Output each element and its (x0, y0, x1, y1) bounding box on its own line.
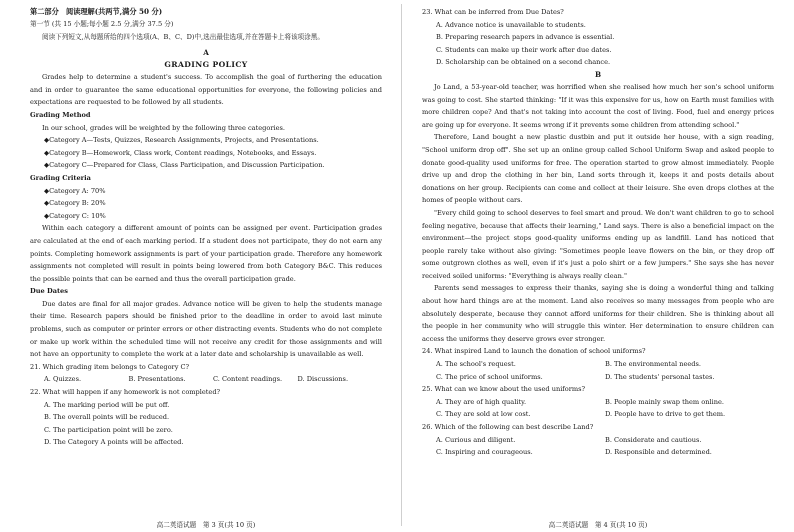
option[interactable]: A. Advance notice is unavailable to students. (436, 20, 586, 29)
option[interactable]: C. Content readings. (213, 375, 283, 384)
question-23: 23. What can be inferred from Due Dates? (422, 8, 564, 16)
option[interactable]: B. People mainly swap them online. (605, 397, 724, 406)
option[interactable]: D. People have to drive to get them. (605, 410, 726, 419)
due-dates-heading: Due Dates (30, 287, 68, 296)
option[interactable]: A. They are of high quality. (436, 397, 527, 406)
option[interactable]: A. Curious and diligent. (436, 435, 516, 444)
grading-method-heading: Grading Method (30, 110, 91, 119)
instructions: 阅读下列短文,从每题所给的四个选项(A、B、C、D)中,选出最佳选项,并在答题卡上将该项涂黑。 (42, 32, 324, 41)
option[interactable]: B. The overall points will be reduced. (44, 413, 170, 422)
passage-b-paragraph-2: Therefore, Land bought a new plastic dustbin and put it outside her house, with a sign reading, "School uniform drop off". She set up an online group called School Uniform Swap and asked people to donate good-quality used uniforms for free. The operation started to grow almost immediately. People drive up and drop the clothing in her bin, Land sorts through it, keeps it and posts details about donations on her group. Recipients can come and collect at their leisure. She even drops clothes at the homes of people without cars. (422, 133, 774, 205)
passage-a-intro: Grades help to determine a student's success. To accomplish the goal of furthering the education and in order to guarantee the same educational opportunities for everyone, the following policies and expectations are requested to be followed by all students. (30, 73, 382, 107)
page-3 (30, 0, 382, 532)
criteria-a: ◆Category A: 70% (44, 186, 106, 195)
page-footer: 高二英语试题 第 3 页(共 10 页) (156, 521, 256, 529)
option[interactable]: A. Quizzes. (44, 375, 82, 384)
option[interactable]: A. The school's request. (436, 360, 516, 369)
section-one-title: 第一节 (共 15 小题;每小题 2.5 分,满分 37.5 分) (30, 20, 174, 28)
criteria-b: ◆Category B: 20% (44, 199, 106, 208)
option[interactable]: B. Considerate and cautious. (605, 435, 702, 444)
grading-criteria-heading: Grading Criteria (30, 173, 91, 182)
option[interactable]: C. Students can make up their work after due dates. (436, 45, 612, 54)
criteria-paragraph: Within each category a different amount of points can be assigned per event. Participation grades are calculated at the end of each marking period. If a student does not participate, they do not earn any points. Completing homework assignments is part of your participation grade. Therefore any homework assignments not completed will result in points being lowered from both Category B&C. This reduces the possible points that can be earned and thus the overall participation grade. (30, 224, 382, 283)
option[interactable]: C. They are sold at low cost. (436, 410, 531, 419)
option[interactable]: D. Discussions. (297, 375, 349, 384)
due-dates-paragraph: Due dates are final for all major grades. Advance notice will be given to help the students manage their time. Research papers should be finished prior to the deadline in order to avoid last minute problems, such as computer or printer errors or other distracting events. Students who do not complete or make up work within the scheduled time will not receive any credit for those assignments and will not have an opportunity to complete the work at a later date and scholarship is unavailable as well. (30, 299, 382, 359)
category-b-item: ◆Category B—Homework, Class work, Content readings, Notebooks, and Essays. (44, 148, 317, 157)
option[interactable]: C. The participation point will be zero. (44, 425, 173, 434)
option[interactable]: C. Inspiring and courageous. (436, 448, 533, 457)
grading-method-intro: In our school, grades will be weighted by the following three categories. (42, 123, 285, 132)
question-21: 21. Which grading item belongs to Category C? (30, 362, 190, 371)
option[interactable]: D. The Category A points will be affected. (44, 438, 184, 447)
question-25: 25. What can we know about the used uniforms? (422, 385, 586, 394)
passage-b-paragraph-4: Parents send messages to express their thanks, saying she is doing a wonderful thing and talking about how hard things are at the moment. Land also receives so many messages from people who are absolutely desperate, because they cannot afford uniforms for their children. She is thinking about all the people in her community who will struggle this winter. Her determination to ensure children can access the uniforms they deserve grows ever stronger. (422, 284, 774, 343)
question-26-options-row-2 (422, 446, 774, 459)
option[interactable]: D. The students' personal tastes. (605, 372, 715, 381)
question-24: 24. What inspired Land to launch the donation of school uniforms? (422, 347, 646, 356)
passage-b-paragraph-1: Jo Land, a 53-year-old teacher, was horrified when she realised how much her son's school uniform was going to cost. She started thinking: "If it was this expensive for us, how on Earth must families with more children cope? And that's not taking into account the cost of living. Food, fuel and energy prices are going up for everyone. It seems wrong if it prevents some children from attending school." (422, 82, 774, 129)
question-25-options-row-2 (422, 408, 774, 421)
column-divider (401, 4, 402, 526)
option[interactable]: A. The marking period will be put off. (44, 400, 170, 409)
passage-a-title: GRADING POLICY (164, 60, 248, 70)
question-24-options-row-1 (422, 358, 774, 371)
criteria-c: ◆Category C: 10% (44, 211, 106, 220)
option[interactable]: B. Presentations. (128, 375, 186, 384)
category-a-item: ◆Category A—Tests, Quizzes, Research Assignments, Projects, and Presentations. (44, 136, 319, 145)
part-title: 第二部分 阅读理解(共两节,满分 50 分) (30, 7, 163, 16)
option[interactable]: B. The environmental needs. (605, 360, 701, 369)
question-21-options (30, 373, 382, 386)
passage-b-paragraph-3: "Every child going to school deserves to feel smart and proud. We don't want children to go to school feeling negative, because that affects their learning," Land says. There is also a beneficial impact on the environment—the project stops good-quality uniforms ending up as landfill. Land has noticed that people rarely take without also giving: "Sometimes people leave flowers on the bin, or they drop off some outgrown clothes as well, even if it's just a polo shirt or a few jumpers." She says she has never received soiled uniforms: "Everything is always really clean." (422, 208, 774, 280)
question-26-options-row-1 (422, 434, 774, 447)
question-22: 22. What will happen if any homework is not completed? (30, 388, 221, 397)
category-c-item: ◆Category C—Prepared for Class, Class Participation, and Discussion Participation. (44, 161, 325, 170)
option[interactable]: D. Scholarship can be obtained on a second chance. (436, 58, 611, 67)
page-footer: 高二英语试题 第 4 页(共 10 页) (548, 521, 648, 529)
option[interactable]: D. Responsible and determined. (605, 448, 712, 457)
question-26: 26. Which of the following can best describe Land? (422, 423, 594, 431)
passage-b-letter: B (594, 69, 602, 79)
question-25-options-row-1 (422, 396, 774, 409)
passage-a-letter: A (203, 48, 209, 58)
page-4 (422, 0, 774, 532)
option[interactable]: C. The price of school uniforms. (436, 372, 543, 381)
question-24-options-row-2 (422, 371, 774, 384)
option[interactable]: B. Preparing research papers in advance is essential. (436, 33, 615, 42)
